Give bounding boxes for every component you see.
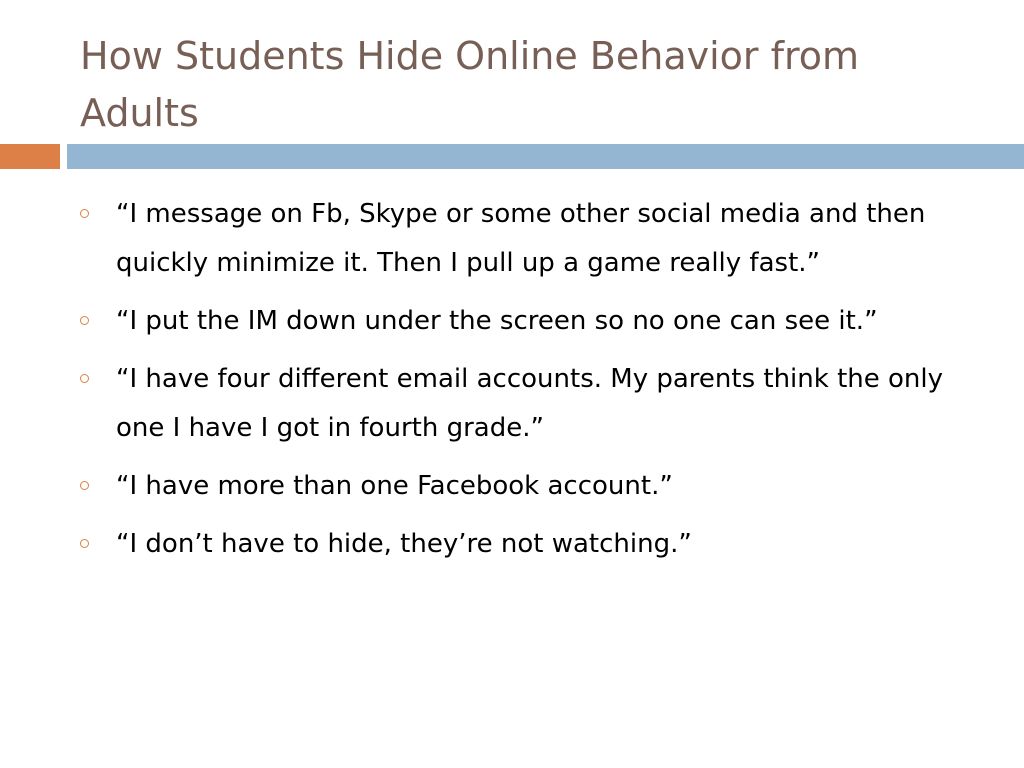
circle-outline-icon <box>80 316 89 325</box>
accent-bar <box>0 144 60 169</box>
bullet-item <box>80 190 980 288</box>
bullet-text: “I message on Fb, Skype or some other social media and then quickly minimize it. Then I pull up a game really fast.” <box>116 199 926 278</box>
bullet-item <box>80 297 980 346</box>
bullet-item <box>80 355 980 453</box>
circle-outline-icon <box>80 374 89 383</box>
slide-title: How Students Hide Online Behavior from Adults <box>80 34 860 135</box>
bullet-list <box>80 190 980 578</box>
bullet-item <box>80 520 980 569</box>
bullet-item <box>80 462 980 511</box>
bullet-text: “I don’t have to hide, they’re not watching.” <box>116 529 692 559</box>
title-rule-bar <box>67 144 1024 169</box>
bullet-text: “I put the IM down under the screen so no one can see it.” <box>116 306 878 336</box>
circle-outline-icon <box>80 209 89 218</box>
bullet-text: “I have four different email accounts. My parents think the only one I have I got in fourth grade.” <box>116 364 944 443</box>
circle-outline-icon <box>80 481 89 490</box>
bullet-text: “I have more than one Facebook account.” <box>116 471 673 501</box>
circle-outline-icon <box>80 539 89 548</box>
